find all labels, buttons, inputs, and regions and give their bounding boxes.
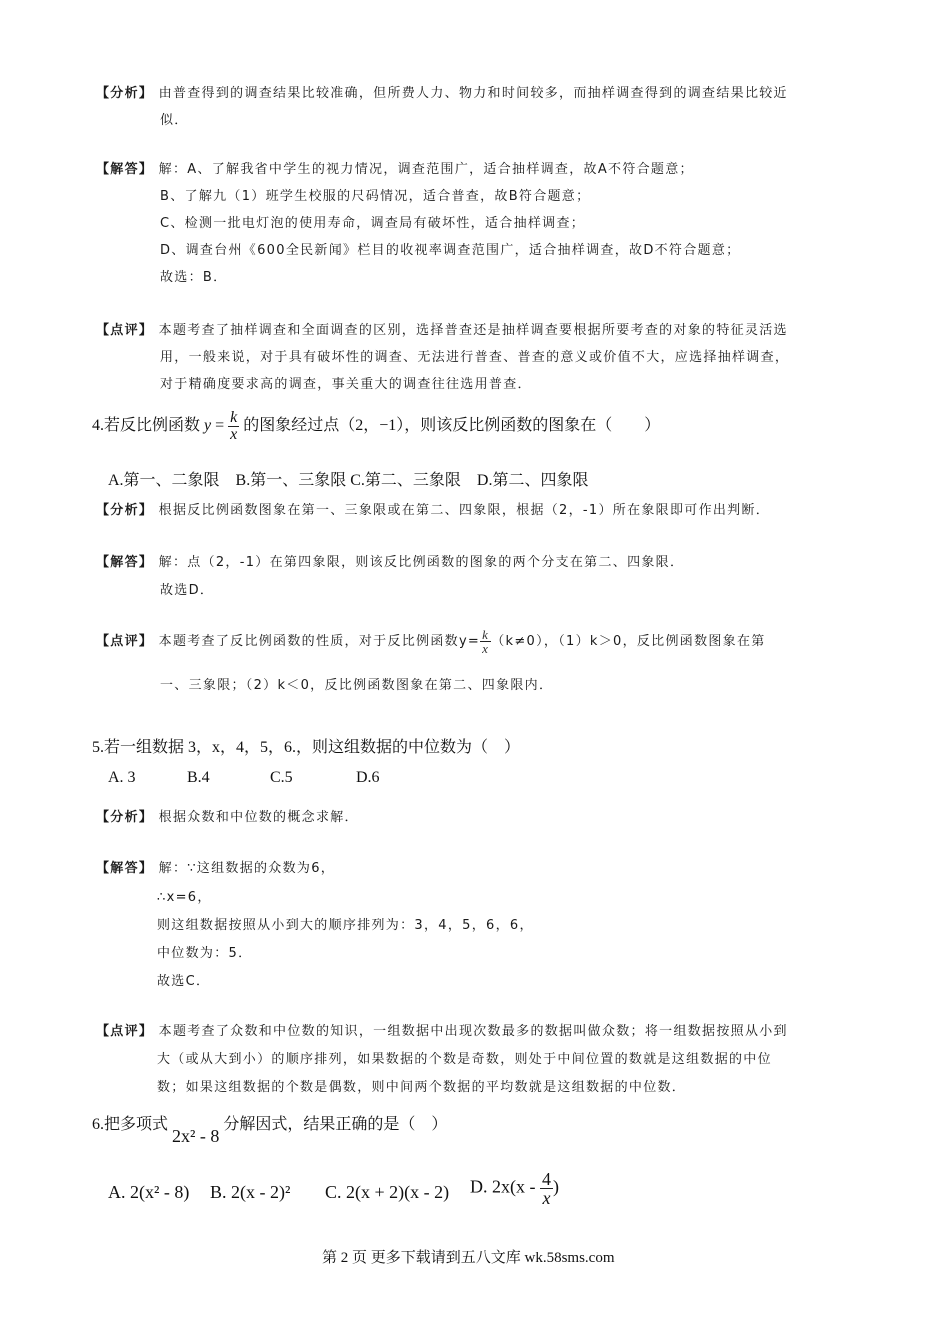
comment-text: 大（或从大到小）的顺序排列，如果数据的个数是奇数，则处于中间位置的数就是这组数据的中位: [157, 1052, 772, 1067]
answer-text: C、检测一批电灯泡的使用寿命，调查局有破坏性，适合抽样调查；: [160, 216, 586, 231]
question-4-stem: [92, 410, 660, 443]
answer-block-q3: [96, 158, 694, 177]
answer-text: 解：A、了解我省中学生的视力情况，调查范围广，适合抽样调查，故A不符合题意；: [158, 162, 694, 177]
fraction-denominator: x: [542, 1188, 551, 1208]
formula-y: y: [204, 417, 212, 435]
question-6-suffix: 分解因式，结果正确的是（ ）: [223, 1116, 448, 1133]
option-b: B.4: [187, 769, 210, 786]
analysis-text-cont: 似．: [160, 113, 189, 128]
analysis-text: 根据反比例函数图象在第一、三象限或在第二、四象限，根据（2，-1）所在象限即可作出判断．: [158, 503, 771, 518]
fraction-numerator: k: [230, 409, 238, 426]
comment-text: 本题考查了众数和中位数的知识，一组数据中出现次数最多的数据叫做众数；将一组数据按照从小到: [158, 1024, 788, 1039]
comment-block-q4: [96, 628, 766, 655]
question-4-options: A.第一、二象限 B.第一、三象限 C.第二、三象限 D.第二、四象限: [108, 472, 589, 489]
analysis-block-q5: [96, 806, 359, 825]
fraction-denominator: x: [482, 641, 490, 656]
fraction-numerator: k: [482, 627, 490, 642]
analysis-tag: 【分析】: [96, 503, 154, 518]
fraction-k-over-x: [480, 628, 491, 655]
answer-text: 解：点（2，-1）在第四象限，则该反比例函数的图象的两个分支在第二、四象限．: [158, 555, 685, 570]
option-b: B. 2(x - 2)²: [210, 1182, 291, 1202]
answer-tag: 【解答】: [96, 162, 154, 177]
option-d-label: D. 2x(x -: [470, 1176, 536, 1197]
answer-block-q4: [96, 551, 684, 570]
comment-block-q5: [96, 1020, 788, 1039]
analysis-block-q4: [96, 499, 770, 518]
answer-text: 则这组数据按照从小到大的顺序排列为：3，4，5，6，6，: [157, 918, 534, 933]
comment-text: 对于精确度要求高的调查，事关重大的调查往往选用普查．: [160, 377, 532, 392]
comment-tag: 【点评】: [96, 1024, 154, 1039]
answer-text: D、调查台州《600全民新闻》栏目的收视率调查范围广，适合抽样调查，故D不符合题意；: [160, 243, 741, 258]
comment-text: 本题考查了抽样调查和全面调查的区别，选择普查还是抽样调查要根据所要考查的对象的特征灵活选: [158, 323, 788, 338]
comment-text: 数；如果这组数据的个数是偶数，则中间两个数据的平均数就是这组数据的中位数．: [157, 1080, 687, 1095]
answer-choice: 故选D．: [160, 583, 215, 598]
analysis-block-q3: [96, 82, 788, 101]
option-d: D.6: [356, 769, 380, 786]
comment-block-q3: [96, 319, 788, 338]
comment-text: 用，一般来说，对于具有破坏性的调查、无法进行普查、普查的意义或价值不大，应选择抽样调查，: [160, 350, 790, 365]
comment-text: 本题考查了反比例函数的性质，对于反比例函数y=: [158, 634, 481, 649]
answer-text: B、了解九（1）班学生校服的尺码情况，适合普查，故B符合题意；: [160, 189, 591, 204]
question-5-stem: 5.若一组数据 3，x，4，5，6.，则这组数据的中位数为（ ）: [92, 739, 521, 756]
option-a: A. 2(x² - 8): [108, 1182, 190, 1202]
answer-choice: 故选：B．: [160, 270, 228, 285]
answer-choice: 故选C．: [157, 974, 211, 989]
question-4-prefix: 4.若反比例函数: [92, 417, 201, 435]
answer-tag: 【解答】: [96, 861, 154, 876]
comment-tag: 【点评】: [96, 323, 154, 338]
fraction-numerator: 4: [542, 1169, 551, 1189]
comment-text: 一、三象限；（2）k＜0，反比例函数图象在第二、四象限内．: [160, 678, 554, 693]
option-c: C. 2(x + 2)(x - 2): [325, 1182, 450, 1202]
formula-eq: =: [215, 417, 225, 435]
option-c: C.5: [270, 769, 293, 786]
polynomial-expression: 2x² - 8: [172, 1126, 220, 1146]
question-4-suffix: 的图象经过点（2，−1），则该反比例函数的图象在（ ）: [243, 417, 661, 435]
analysis-text: 由普查得到的调查结果比较准确，但所费人力、物力和时间较多，而抽样调查得到的调查结果比较近: [158, 86, 788, 101]
question-6-stem: [92, 1111, 448, 1146]
fraction-4-over-x: [540, 1170, 553, 1207]
answer-text: 解：∵这组数据的众数为6，: [158, 861, 336, 876]
question-6-prefix: 6.把多项式: [92, 1116, 169, 1133]
answer-text: 中位数为：5．: [157, 946, 253, 961]
answer-text: ∴x=6，: [157, 890, 212, 905]
comment-text: （k≠0），（1）k＞0，反比例函数图象在第: [491, 634, 766, 649]
page-footer: 第 2 页 更多下载请到五八文库 wk.58sms.com: [322, 1250, 615, 1266]
analysis-tag: 【分析】: [96, 86, 154, 101]
answer-block-q5: [96, 857, 335, 876]
answer-tag: 【解答】: [96, 555, 154, 570]
option-d: [470, 1170, 559, 1207]
comment-tag: 【点评】: [96, 634, 154, 649]
analysis-text: 根据众数和中位数的概念求解．: [158, 810, 359, 825]
option-d-close: ): [553, 1176, 559, 1197]
option-a: A. 3: [108, 769, 136, 786]
analysis-tag: 【分析】: [96, 810, 154, 825]
fraction-k-over-x: [228, 410, 239, 443]
fraction-denominator: x: [230, 426, 238, 443]
